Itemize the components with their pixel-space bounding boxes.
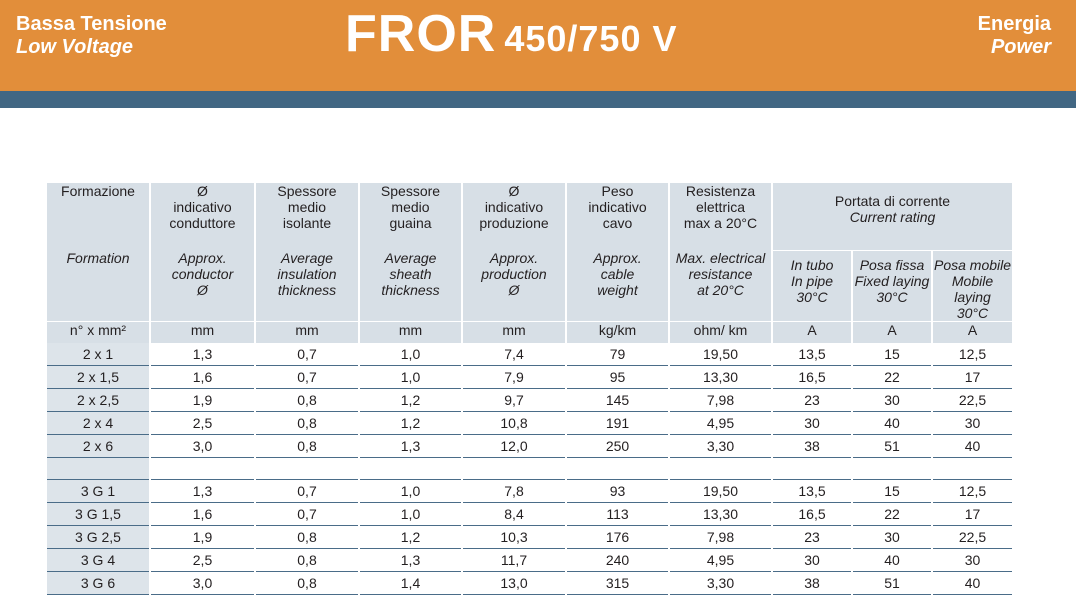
cell-formation: 3 G 2,5 xyxy=(47,526,150,549)
page-title xyxy=(345,4,677,64)
cell-value: 0,8 xyxy=(255,526,359,549)
cell-value: 7,9 xyxy=(462,366,566,389)
cell-value: 13,30 xyxy=(669,503,772,526)
cell-value: 7,98 xyxy=(669,526,772,549)
unit-fixed-laying: A xyxy=(852,321,932,343)
cell-value: 12,0 xyxy=(462,435,566,458)
cell-value: 0,8 xyxy=(255,572,359,595)
cell-value: 22 xyxy=(852,366,932,389)
cell-formation: 2 x 1 xyxy=(47,343,150,366)
table-row xyxy=(47,572,1012,595)
category-en: Low Voltage xyxy=(16,36,134,58)
separator-cell xyxy=(932,458,1012,480)
cell-value: 22 xyxy=(852,503,932,526)
cell-value: 8,4 xyxy=(462,503,566,526)
cell-value: 1,0 xyxy=(359,503,462,526)
cell-value: 7,98 xyxy=(669,389,772,412)
cell-value: 1,3 xyxy=(359,435,462,458)
cell-value: 7,4 xyxy=(462,343,566,366)
table-row xyxy=(47,389,1012,412)
cell-value: 4,95 xyxy=(669,549,772,572)
table-row xyxy=(47,526,1012,549)
cell-value: 40 xyxy=(932,572,1012,595)
table-body xyxy=(47,343,1012,595)
separator-cell xyxy=(669,458,772,480)
category-label xyxy=(16,13,167,59)
col-current-rating: Portata di corrente Current rating xyxy=(772,183,1012,250)
cell-value: 93 xyxy=(566,480,669,503)
cell-value: 22,5 xyxy=(932,389,1012,412)
cell-value: 1,4 xyxy=(359,572,462,595)
sector-en: Power xyxy=(990,36,1051,58)
cell-value: 19,50 xyxy=(669,480,772,503)
cell-value: 1,2 xyxy=(359,526,462,549)
cell-value: 23 xyxy=(772,526,852,549)
cell-value: 0,8 xyxy=(255,549,359,572)
unit-production: mm xyxy=(462,321,566,343)
cell-value: 13,5 xyxy=(772,343,852,366)
col-resistance-it: Resistenza elettrica max a 20°C xyxy=(669,183,772,250)
separator-cell xyxy=(462,458,566,480)
title-voltage: 450/750 V xyxy=(504,18,678,59)
specs-table xyxy=(47,183,1012,595)
cell-value: 176 xyxy=(566,526,669,549)
cell-value: 250 xyxy=(566,435,669,458)
cell-value: 16,5 xyxy=(772,366,852,389)
header-row-en xyxy=(47,250,1012,321)
col-sheath-it: Spessore medio guaina xyxy=(359,183,462,250)
cell-value: 13,30 xyxy=(669,366,772,389)
cell-value: 1,0 xyxy=(359,366,462,389)
col-weight-it: Peso indicativo cavo xyxy=(566,183,669,250)
cell-value: 4,95 xyxy=(669,412,772,435)
cell-value: 0,8 xyxy=(255,389,359,412)
separator-cell xyxy=(255,458,359,480)
unit-weight: kg/km xyxy=(566,321,669,343)
cell-value: 0,7 xyxy=(255,480,359,503)
col-in-pipe: In tubo In pipe 30°C xyxy=(772,250,852,321)
cell-formation: 3 G 6 xyxy=(47,572,150,595)
table-row xyxy=(47,343,1012,366)
cell-value: 38 xyxy=(772,572,852,595)
cell-value: 13,0 xyxy=(462,572,566,595)
col-mobile-laying: Posa mobile Mobile laying 30°C xyxy=(932,250,1012,321)
cell-value: 145 xyxy=(566,389,669,412)
col-weight-en: Approx. cable weight xyxy=(566,250,669,321)
cell-value: 22,5 xyxy=(932,526,1012,549)
col-insulation-en: Average insulation thickness xyxy=(255,250,359,321)
cell-value: 30 xyxy=(772,549,852,572)
cell-value: 1,6 xyxy=(150,366,255,389)
cell-value: 3,30 xyxy=(669,572,772,595)
col-formation-en: Formation xyxy=(47,250,150,321)
cell-value: 113 xyxy=(566,503,669,526)
cell-value: 95 xyxy=(566,366,669,389)
cell-value: 17 xyxy=(932,366,1012,389)
cell-value: 30 xyxy=(852,389,932,412)
cell-value: 13,5 xyxy=(772,480,852,503)
category-it: Bassa Tensione xyxy=(16,13,167,35)
cell-value: 3,0 xyxy=(150,572,255,595)
sector-it: Energia xyxy=(977,13,1051,35)
header-row-it xyxy=(47,183,1012,250)
cell-value: 3,0 xyxy=(150,435,255,458)
cell-value: 19,50 xyxy=(669,343,772,366)
header-row-units xyxy=(47,321,1012,343)
cell-value: 10,3 xyxy=(462,526,566,549)
table-row xyxy=(47,435,1012,458)
unit-in-pipe: A xyxy=(772,321,852,343)
cell-value: 40 xyxy=(932,435,1012,458)
unit-conductor: mm xyxy=(150,321,255,343)
cell-value: 1,0 xyxy=(359,343,462,366)
cell-formation: 3 G 1 xyxy=(47,480,150,503)
table-row xyxy=(47,366,1012,389)
cell-value: 79 xyxy=(566,343,669,366)
cell-value: 30 xyxy=(932,549,1012,572)
cell-value: 38 xyxy=(772,435,852,458)
col-insulation-it: Spessore medio isolante xyxy=(255,183,359,250)
cell-value: 30 xyxy=(772,412,852,435)
cell-value: 240 xyxy=(566,549,669,572)
cell-value: 30 xyxy=(932,412,1012,435)
cell-value: 16,5 xyxy=(772,503,852,526)
cell-value: 30 xyxy=(852,526,932,549)
table-row xyxy=(47,503,1012,526)
cell-value: 1,3 xyxy=(359,549,462,572)
cell-value: 9,7 xyxy=(462,389,566,412)
col-conductor-en: Approx. conductor Ø xyxy=(150,250,255,321)
separator-cell xyxy=(772,458,852,480)
unit-sheath: mm xyxy=(359,321,462,343)
header-band xyxy=(0,91,1076,108)
table-row xyxy=(47,549,1012,572)
col-production-it: Ø indicativo produzione xyxy=(462,183,566,250)
cell-formation: 2 x 4 xyxy=(47,412,150,435)
unit-formation: n° x mm² xyxy=(47,321,150,343)
col-formation-it: Formazione xyxy=(47,183,150,250)
cell-value: 2,5 xyxy=(150,412,255,435)
col-production-en: Approx. production Ø xyxy=(462,250,566,321)
separator-cell xyxy=(359,458,462,480)
cell-value: 15 xyxy=(852,480,932,503)
cell-formation: 3 G 1,5 xyxy=(47,503,150,526)
cell-value: 315 xyxy=(566,572,669,595)
cell-value: 1,3 xyxy=(150,343,255,366)
cell-value: 2,5 xyxy=(150,549,255,572)
cell-value: 0,7 xyxy=(255,503,359,526)
cell-value: 0,8 xyxy=(255,435,359,458)
cell-value: 1,2 xyxy=(359,389,462,412)
cell-formation: 3 G 4 xyxy=(47,549,150,572)
cell-value: 1,6 xyxy=(150,503,255,526)
cell-value: 1,2 xyxy=(359,412,462,435)
cell-value: 0,7 xyxy=(255,366,359,389)
col-resistance-en: Max. electrical resistance at 20°C xyxy=(669,250,772,321)
separator-cell xyxy=(852,458,932,480)
group-separator-row xyxy=(47,458,1012,480)
cell-value: 0,7 xyxy=(255,343,359,366)
unit-mobile-laying: A xyxy=(932,321,1012,343)
cell-value: 40 xyxy=(852,549,932,572)
unit-insulation: mm xyxy=(255,321,359,343)
separator-cell xyxy=(566,458,669,480)
title-main: FROR xyxy=(345,5,497,63)
cell-formation: 2 x 1,5 xyxy=(47,366,150,389)
separator-cell xyxy=(47,458,150,480)
separator-cell xyxy=(150,458,255,480)
cell-value: 1,9 xyxy=(150,526,255,549)
col-conductor-it: Ø indicativo conduttore xyxy=(150,183,255,250)
cell-value: 1,9 xyxy=(150,389,255,412)
cell-value: 191 xyxy=(566,412,669,435)
cell-value: 23 xyxy=(772,389,852,412)
cell-value: 51 xyxy=(852,435,932,458)
cell-value: 0,8 xyxy=(255,412,359,435)
cell-value: 1,3 xyxy=(150,480,255,503)
cell-formation: 2 x 6 xyxy=(47,435,150,458)
unit-resistance: ohm/ km xyxy=(669,321,772,343)
cell-value: 17 xyxy=(932,503,1012,526)
cell-value: 11,7 xyxy=(462,549,566,572)
cell-value: 1,0 xyxy=(359,480,462,503)
cell-value: 7,8 xyxy=(462,480,566,503)
cell-value: 3,30 xyxy=(669,435,772,458)
table-row xyxy=(47,480,1012,503)
cell-value: 12,5 xyxy=(932,343,1012,366)
cell-value: 51 xyxy=(852,572,932,595)
col-sheath-en: Average sheath thickness xyxy=(359,250,462,321)
cell-formation: 2 x 2,5 xyxy=(47,389,150,412)
col-fixed-laying: Posa fissa Fixed laying 30°C xyxy=(852,250,932,321)
cell-value: 12,5 xyxy=(932,480,1012,503)
cell-value: 15 xyxy=(852,343,932,366)
table-row xyxy=(47,412,1012,435)
cell-value: 10,8 xyxy=(462,412,566,435)
sector-label xyxy=(978,13,1051,59)
cell-value: 40 xyxy=(852,412,932,435)
